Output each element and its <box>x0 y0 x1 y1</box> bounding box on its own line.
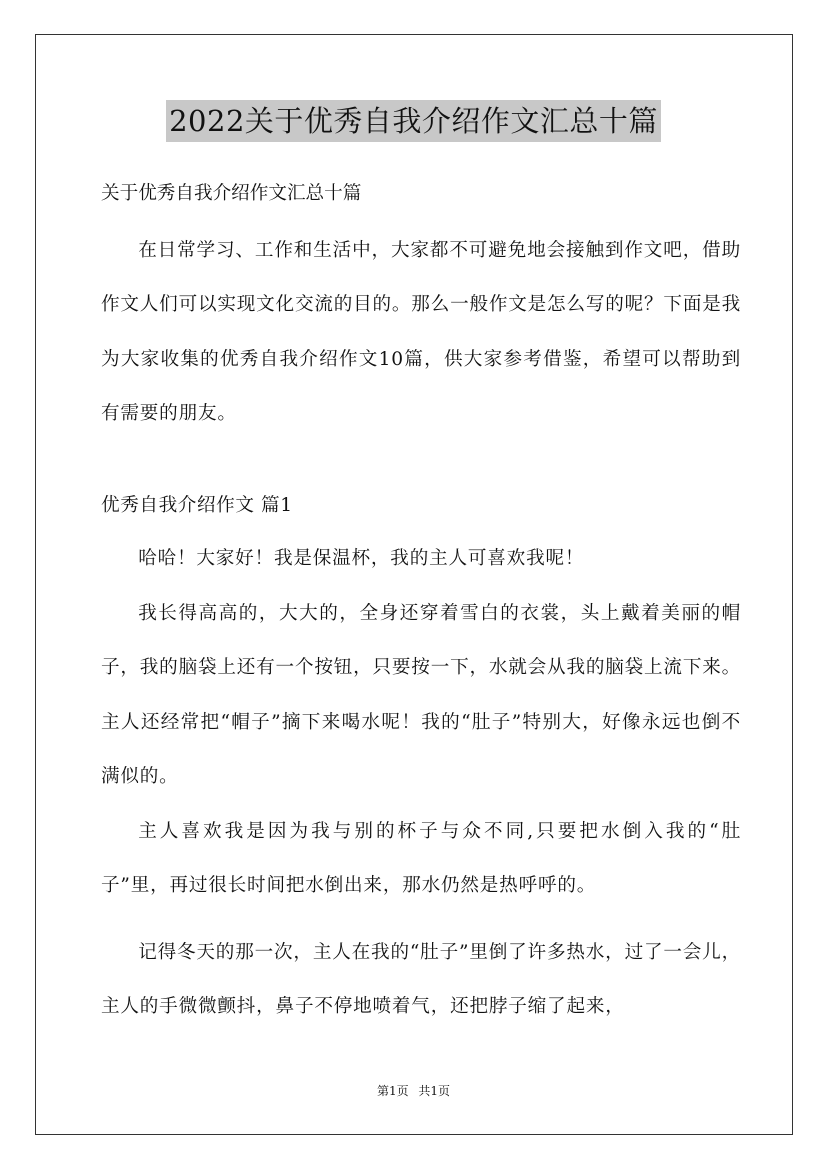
document-title: 2022关于优秀自我介绍作文汇总十篇 <box>166 100 661 142</box>
body-paragraph-1: 哈哈！大家好！我是保温杯，我的主人可喜欢我呢！ <box>138 548 585 569</box>
body-paragraph-2: 我长得高高的，大大的，全身还穿着雪白的衣裳，头上戴着美丽的帽子，我的脑袋上还有一个按钮，只要按一下，水就会从我的脑袋上流下来。主人还经常把“帽子”摘下来喝水呢！我的“肚子”特别大，好像永远也倒不满似的。 <box>101 602 741 787</box>
section-title: 优秀自我介绍作文 篇1 <box>101 494 293 516</box>
document-subtitle: 关于优秀自我介绍作文汇总十篇 <box>101 183 362 204</box>
body-paragraph-3: 主人喜欢我是因为我与别的杯子与众不同,只要把水倒入我的“肚子”里，再过很长时间把水倒出来，那水仍然是热呼呼的。 <box>101 820 741 896</box>
document-body <box>101 176 741 1035</box>
body-paragraph-4: 记得冬天的那一次，主人在我的“肚子”里倒了许多热水，过了一会儿，主人的手微微颤抖，鼻子不停地喷着气，还把脖子缩了起来， <box>101 941 741 1017</box>
intro-paragraph: 在日常学习、工作和生活中，大家都不可避免地会接触到作文吧，借助作文人们可以实现文化交流的目的。那么一般作文是怎么写的呢？下面是我为大家收集的优秀自我介绍作文10篇，供大家参考借鉴，希望可以帮助到有需要的朋友。 <box>101 239 741 424</box>
total-pages: 共1页 <box>418 1084 451 1098</box>
page-footer <box>0 1082 827 1099</box>
page-number: 第1页 <box>376 1084 409 1098</box>
title-container <box>0 100 827 142</box>
